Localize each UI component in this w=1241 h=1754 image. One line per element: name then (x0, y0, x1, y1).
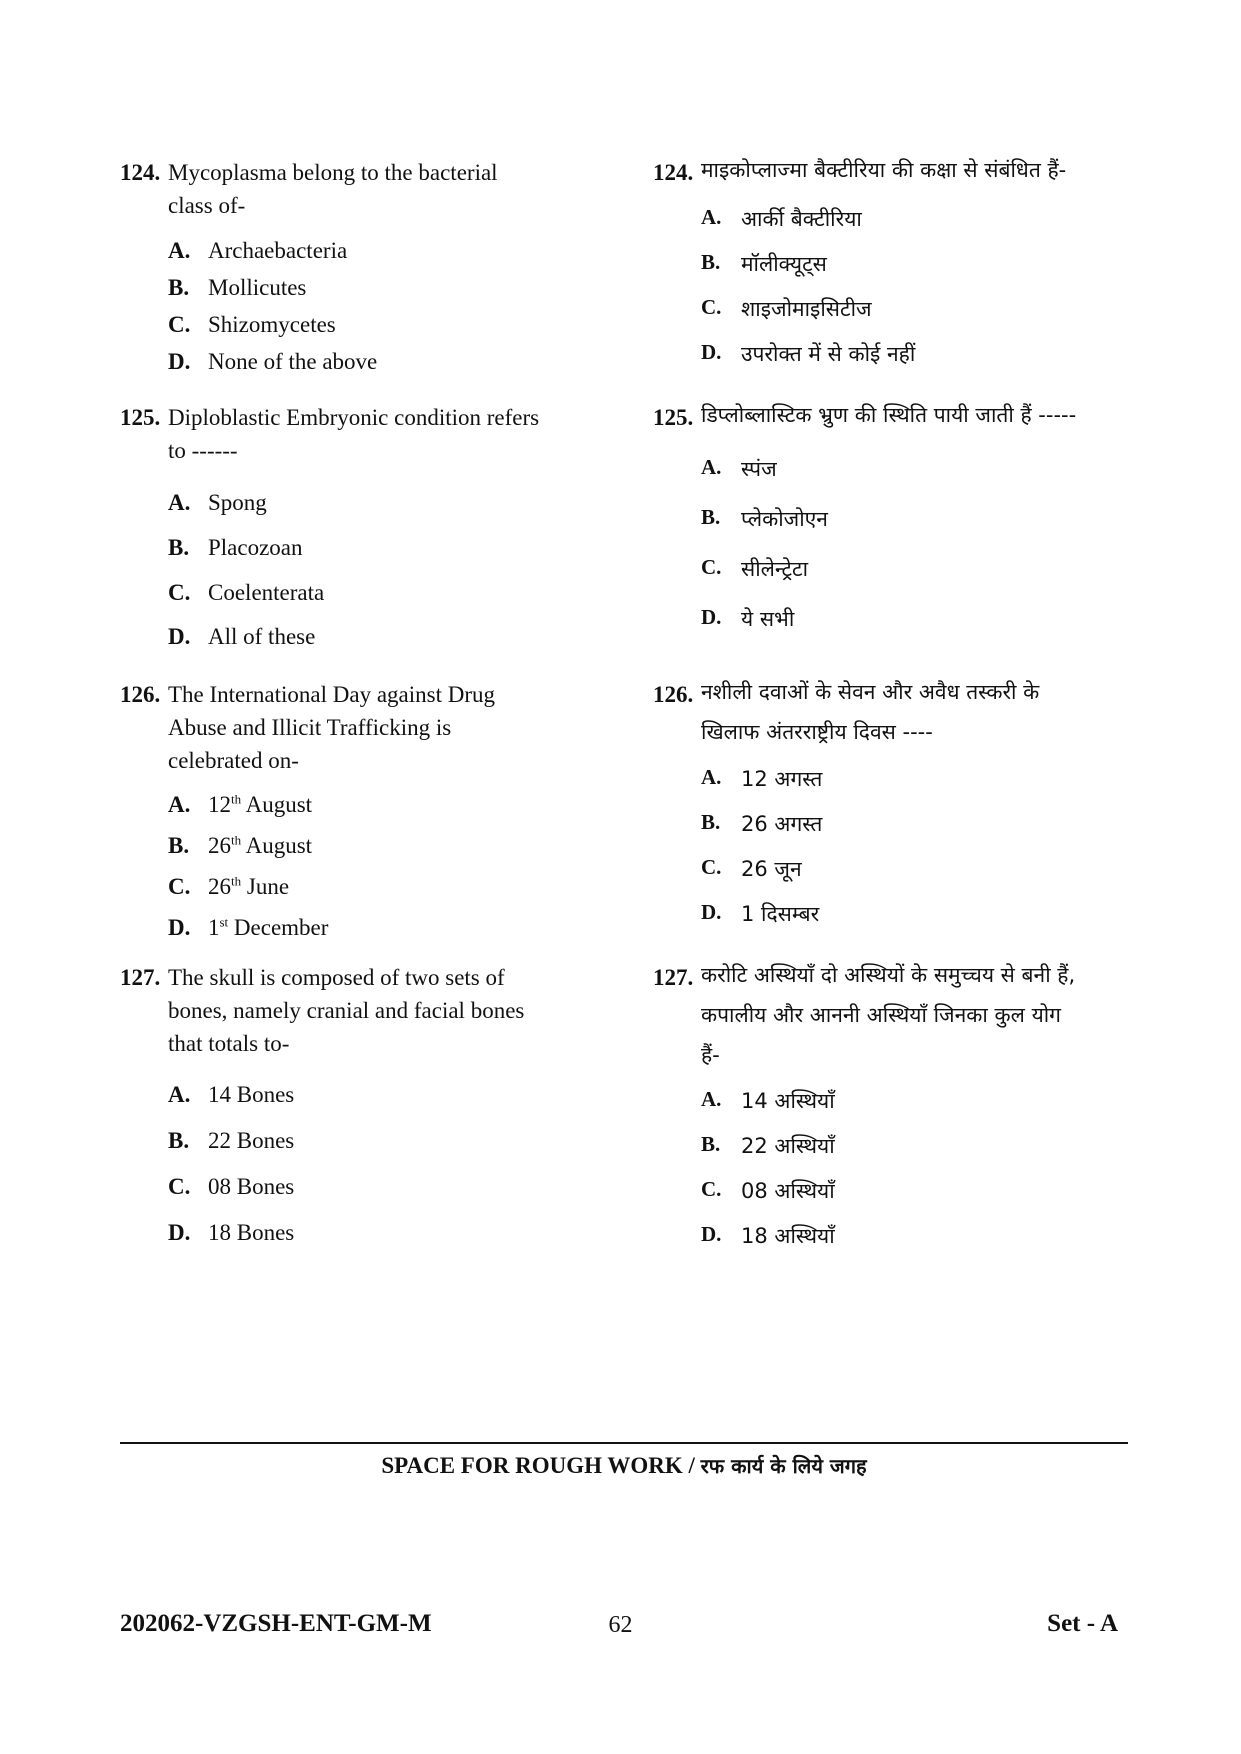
question-line: bones, namely cranial and facial bones (168, 998, 525, 1023)
option-text (208, 833, 312, 859)
option-b (701, 250, 827, 278)
option-text: Coelenterata (208, 580, 325, 605)
option-label: A. (701, 1087, 722, 1111)
ordinal-suffix: th (231, 791, 242, 807)
question-text (168, 156, 498, 222)
option-d (701, 900, 819, 928)
option-label: B. (701, 250, 721, 274)
option-number: 1 (208, 915, 220, 940)
option-label: D. (168, 915, 191, 940)
option-b (168, 535, 303, 561)
option-label: A. (168, 1082, 191, 1107)
option-d (168, 1220, 294, 1246)
option-text: Placozoan (208, 535, 303, 560)
option-c (168, 1174, 294, 1200)
option-text: प्लेकोजोएन (741, 507, 828, 531)
question-row (653, 405, 1133, 435)
question-line: नशीली दवाओं के सेवन और अवैध तस्करी के (701, 680, 1040, 704)
question-text (168, 678, 495, 777)
option-label: D. (701, 900, 722, 924)
option-a (168, 238, 347, 264)
option-label: A. (168, 792, 191, 817)
english-question-127 (120, 965, 620, 1245)
option-b (701, 1132, 835, 1160)
option-label: D. (701, 605, 722, 629)
option-label: B. (168, 1128, 190, 1153)
question-number: 125. (653, 405, 694, 430)
option-text: All of these (208, 624, 316, 649)
option-label: A. (701, 205, 722, 229)
hindi-question-125 (653, 403, 1133, 631)
option-c (701, 855, 802, 883)
option-label: C. (701, 855, 722, 879)
question-line: celebrated on- (168, 748, 299, 773)
rough-work-english: SPACE FOR ROUGH WORK / (381, 1453, 695, 1478)
question-line: करोटि अस्थियाँ दो अस्थियों के समुच्चय से बनी हैं, (701, 963, 1076, 987)
question-row (120, 682, 620, 777)
question-line: माइकोप्लाज्मा बैक्टीरिया की कक्षा से संबंधित हैं- (701, 158, 1067, 182)
ordinal-suffix: st (219, 914, 229, 930)
option-text: 14 अस्थियाँ (741, 1089, 835, 1113)
option-c (168, 874, 289, 900)
ordinal-suffix: th (231, 873, 242, 889)
option-text: 18 Bones (208, 1220, 295, 1245)
option-a (168, 490, 267, 516)
option-label: B. (701, 1132, 721, 1156)
question-line: डिप्लोब्लास्टिक भ्रुण की स्थिति पायी जाती हैं ----- (701, 403, 1077, 427)
question-text (168, 401, 539, 467)
option-text: ये सभी (741, 607, 795, 631)
hindi-question-124 (653, 158, 1133, 366)
option-text: 26 जून (741, 857, 802, 881)
question-number: 126. (120, 682, 161, 707)
option-c (701, 1177, 835, 1205)
question-number: 126. (653, 682, 694, 707)
option-label: B. (701, 505, 721, 529)
option-text: 08 Bones (208, 1174, 295, 1199)
option-text (208, 792, 312, 818)
hindi-question-127 (653, 963, 1133, 1248)
option-label: D. (168, 349, 191, 374)
question-number: 127. (120, 965, 161, 990)
option-label: D. (168, 1220, 191, 1245)
question-line: The International Day against Drug (168, 682, 495, 707)
option-number: 12 (208, 792, 231, 817)
question-row (653, 965, 1133, 1075)
page-number: 62 (608, 1612, 633, 1638)
question-line: Abuse and Illicit Trafficking is (168, 715, 452, 740)
set-label: Set - A (1047, 1610, 1118, 1637)
option-text: 22 अस्थियाँ (741, 1134, 835, 1158)
option-text: 1 दिसम्बर (741, 902, 820, 926)
option-text: Shizomycetes (208, 312, 336, 337)
option-a (168, 1082, 294, 1108)
option-b (701, 505, 828, 533)
option-text: None of the above (208, 349, 378, 374)
question-number: 124. (120, 160, 161, 185)
question-text (701, 955, 1075, 1075)
option-text: 12 अगस्त (741, 767, 823, 791)
question-line: class of- (168, 193, 246, 218)
option-d (168, 349, 377, 375)
option-text: 18 अस्थियाँ (741, 1224, 835, 1248)
option-c (701, 555, 808, 583)
option-text: 26 अगस्त (741, 812, 823, 836)
question-number: 124. (653, 160, 694, 185)
option-text: Archaebacteria (208, 238, 348, 263)
option-label: A. (168, 238, 191, 263)
option-label: C. (701, 295, 722, 319)
question-text (168, 961, 524, 1060)
option-word: August (241, 833, 313, 858)
question-line: that totals to- (168, 1031, 290, 1056)
english-question-126 (120, 682, 620, 940)
question-line: to ------ (168, 438, 238, 463)
question-text (701, 395, 1076, 435)
option-c (701, 295, 872, 323)
option-b (701, 810, 822, 838)
option-label: A. (168, 490, 191, 515)
english-question-125 (120, 405, 620, 649)
question-line: The skull is composed of two sets of (168, 965, 505, 990)
option-text: Mollicutes (208, 275, 307, 300)
paper-code: 202062-VZGSH-ENT-GM-M (120, 1610, 432, 1637)
option-b (168, 1128, 294, 1154)
ordinal-suffix: th (231, 832, 242, 848)
option-word: December (228, 915, 329, 940)
option-a (701, 1087, 835, 1115)
question-number: 125. (120, 405, 161, 430)
option-label: C. (168, 1174, 191, 1199)
option-text: मॉलीक्यूट्स (741, 252, 827, 276)
question-line: खिलाफ अंतरराष्ट्रीय दिवस ---- (701, 720, 933, 744)
question-number: 127. (653, 965, 694, 990)
option-d (701, 605, 794, 633)
rough-work-hindi: रफ कार्य के लिये जगह (700, 1454, 867, 1478)
question-row (120, 405, 620, 467)
option-text: स्पंज (741, 457, 777, 481)
option-label: C. (168, 580, 191, 605)
option-text: आर्की बैक्टीरिया (741, 207, 862, 231)
option-text: 14 Bones (208, 1082, 295, 1107)
option-word: June (241, 874, 290, 899)
option-label: C. (168, 312, 191, 337)
option-label: B. (168, 275, 190, 300)
hindi-question-126 (653, 680, 1133, 926)
rough-work-label (120, 1452, 1128, 1479)
option-number: 26 (208, 833, 231, 858)
question-line: कपालीय और आननी अस्थियाँ जिनका कुल योग (701, 1003, 1062, 1027)
option-c (168, 312, 336, 338)
option-text: Spong (208, 490, 267, 515)
option-a (701, 205, 862, 233)
option-label: D. (701, 340, 722, 364)
option-text (208, 915, 328, 941)
option-label: D. (701, 1222, 722, 1246)
option-number: 26 (208, 874, 231, 899)
question-line: Mycoplasma belong to the bacterial (168, 160, 498, 185)
question-row (653, 682, 1133, 752)
option-c (168, 580, 324, 606)
option-label: D. (168, 624, 191, 649)
option-d (168, 915, 328, 941)
option-text: 08 अस्थियाँ (741, 1179, 835, 1203)
question-line: हैं- (701, 1043, 720, 1067)
option-label: A. (701, 765, 722, 789)
option-a (168, 792, 312, 818)
option-text: शाइजोमाइसिटीज (741, 297, 872, 321)
english-question-124 (120, 160, 620, 374)
option-d (701, 1222, 835, 1250)
option-word: August (241, 792, 313, 817)
option-label: C. (701, 555, 722, 579)
option-d (701, 340, 915, 368)
option-a (701, 765, 822, 793)
question-row (120, 965, 620, 1060)
option-text: उपरोक्त में से कोई नहीं (741, 342, 916, 366)
divider (120, 1442, 1128, 1444)
question-row (653, 160, 1133, 190)
option-label: C. (701, 1177, 722, 1201)
option-label: B. (168, 833, 190, 858)
option-text: सीलेन्ट्रेटा (741, 557, 809, 581)
option-b (168, 833, 312, 859)
option-label: B. (168, 535, 190, 560)
option-label: A. (701, 455, 722, 479)
question-row (120, 160, 620, 222)
option-label: B. (701, 810, 721, 834)
option-text: 22 Bones (208, 1128, 295, 1153)
question-text (701, 150, 1066, 190)
option-b (168, 275, 306, 301)
option-label: C. (168, 874, 191, 899)
question-text (701, 672, 1039, 752)
question-line: Diploblastic Embryonic condition refers (168, 405, 540, 430)
option-a (701, 455, 777, 483)
option-d (168, 624, 315, 650)
option-text (208, 874, 289, 900)
